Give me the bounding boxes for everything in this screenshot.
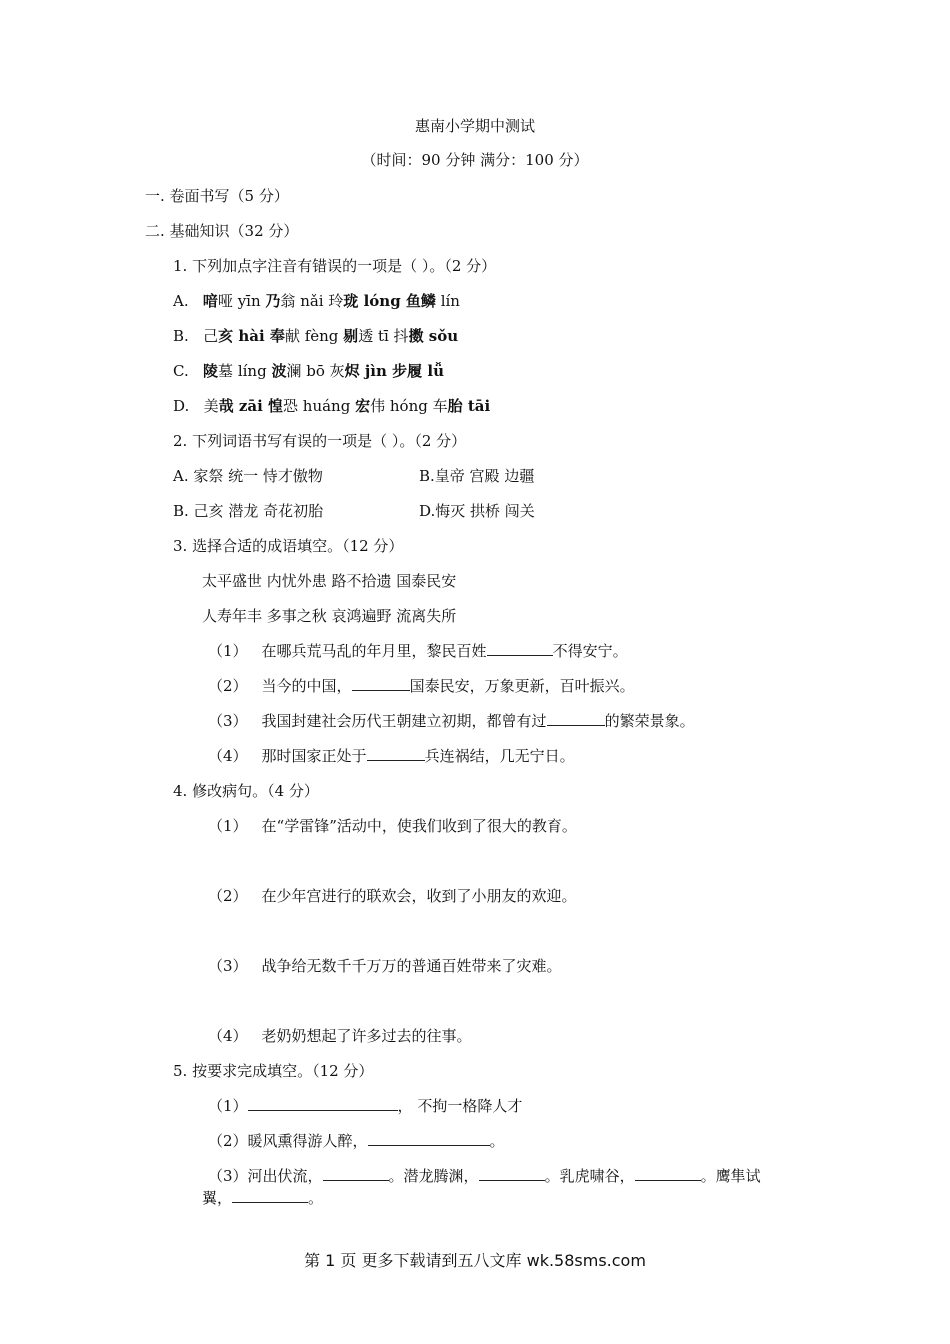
item-text: 那时国家正处于 — [261, 747, 367, 765]
item-number: （4） — [208, 747, 248, 765]
item-number: （1） — [208, 642, 248, 660]
item-text: 国泰民安，万象更新，百叶振兴。 — [409, 677, 635, 695]
item-number: （3） — [208, 712, 248, 730]
item-text: 。乳虎啸谷， — [544, 1167, 635, 1185]
item-text: 我国封建社会历代王朝建立初期，都曾有过 — [261, 712, 547, 730]
dotted-char: 波 — [271, 362, 287, 380]
option-letter: D. — [173, 397, 190, 415]
option-text: 翁 nǎi 玲 — [280, 292, 344, 310]
dotted-char: 烬 — [344, 362, 360, 380]
item-text: 的繁荣景象。 — [604, 712, 695, 730]
q1-option-b — [173, 326, 458, 346]
item-text: （3）河出伏流， — [208, 1167, 323, 1185]
option-letter: C. — [173, 362, 189, 380]
q2-stem: 2. 下列词语书写有误的一项是（ ）。（2 分） — [173, 432, 467, 450]
item-text: 在少年宫进行的联欢会，收到了小朋友的欢迎。 — [261, 887, 577, 905]
section-2-heading: 二. 基础知识（32 分） — [145, 222, 299, 240]
option-text: 献 fèng — [284, 327, 344, 345]
item-text: 。 — [308, 1189, 324, 1207]
q4-item-4 — [208, 1026, 472, 1046]
blank-field[interactable] — [368, 1131, 490, 1146]
page-subtitle: （时间：90 分钟 满分：100 分） — [361, 151, 589, 169]
blank-field[interactable] — [367, 746, 425, 761]
q1-option-c — [173, 361, 444, 381]
q4-item-3 — [208, 956, 562, 976]
option-text: 美 — [203, 397, 219, 415]
page-title: 惠南小学期中测试 — [414, 117, 535, 135]
item-text: 翼， — [202, 1189, 233, 1207]
blank-field[interactable] — [352, 676, 410, 691]
item-text: （2）暖风熏得游人醉， — [208, 1132, 368, 1150]
q5-item-3 — [208, 1166, 761, 1186]
option-text: zāi — [233, 397, 268, 415]
q3-item-2 — [208, 676, 635, 696]
q1-stem: 1. 下列加点字注音有错误的一项是（ ）。（2 分） — [173, 257, 497, 275]
option-text: lín — [435, 292, 460, 310]
q2-option-a: A. 家祭 统一 恃才傲物 — [173, 467, 323, 485]
q5-stem: 5. 按要求完成填空。（12 分） — [173, 1062, 374, 1080]
item-text: 。鹰隼试 — [700, 1167, 761, 1185]
option-text: lǚ — [422, 362, 444, 380]
q3-stem: 3. 选择合适的成语填空。（12 分） — [173, 537, 404, 555]
dotted-char: 陵 — [203, 362, 219, 380]
item-number: （1） — [208, 817, 248, 835]
option-letter: B. — [173, 327, 189, 345]
q5-item-1 — [208, 1096, 522, 1116]
item-number: （1） — [208, 1097, 248, 1115]
q4-item-2 — [208, 886, 577, 906]
option-text: tāi — [462, 397, 491, 415]
item-number: （2） — [208, 677, 248, 695]
dotted-char: 履 — [407, 362, 423, 380]
q3-idiom-list-1: 太平盛世 内忧外患 路不拾遗 国泰民安 — [202, 572, 457, 590]
option-text: sǒu — [423, 327, 459, 345]
item-text: 在“学雷锋”活动中，使我们收到了很大的教育。 — [261, 817, 577, 835]
dotted-char: 乃 — [265, 292, 281, 310]
dotted-char: 亥 — [218, 327, 234, 345]
q2-option-d: D.悔灭 拱桥 闯关 — [419, 502, 535, 520]
option-text: 澜 bō 灰 — [286, 362, 345, 380]
q1-option-a — [173, 291, 460, 311]
item-number: （4） — [208, 1027, 248, 1045]
item-text: 不得安宁。 — [552, 642, 628, 660]
blank-field[interactable] — [487, 641, 553, 656]
item-text: 。潜龙腾渊， — [388, 1167, 479, 1185]
dotted-char: 喑 — [202, 292, 218, 310]
blank-field[interactable] — [323, 1166, 389, 1181]
item-text: 兵连祸结，几无宁日。 — [424, 747, 575, 765]
q5-item-2 — [208, 1131, 505, 1151]
dotted-char: 惶 — [268, 397, 284, 415]
q1-option-d — [173, 396, 490, 416]
dotted-char: 胎 — [447, 397, 463, 415]
blank-field[interactable] — [479, 1166, 545, 1181]
option-text: 己 — [203, 327, 219, 345]
q5-item-3-continued — [202, 1188, 323, 1208]
item-text: ， 不拘一格降人才 — [397, 1097, 523, 1115]
option-text: 哑 yīn — [217, 292, 266, 310]
option-text: lóng 鱼 — [358, 292, 421, 310]
option-text: 透 tī 抖 — [358, 327, 409, 345]
option-letter: A. — [173, 292, 189, 310]
blank-field[interactable] — [232, 1188, 308, 1203]
option-text: 伟 hóng 车 — [370, 397, 448, 415]
q3-idiom-list-2: 人寿年丰 多事之秋 哀鸿遍野 流离失所 — [202, 607, 457, 625]
option-text: 墓 líng — [218, 362, 272, 380]
section-1-heading: 一. 卷面书写（5 分） — [145, 187, 289, 205]
item-text: 当今的中国， — [261, 677, 352, 695]
option-text: 恐 huáng — [283, 397, 356, 415]
option-text: hài — [233, 327, 270, 345]
dotted-char: 宏 — [355, 397, 371, 415]
page-footer: 第 1 页 更多下载请到五八文库 wk.58sms.com — [304, 1251, 646, 1270]
q3-item-3 — [208, 711, 695, 731]
blank-field[interactable] — [635, 1166, 701, 1181]
dotted-char: 哉 — [218, 397, 234, 415]
item-number: （2） — [208, 887, 248, 905]
q3-item-1 — [208, 641, 628, 661]
dotted-char: 鳞 — [420, 292, 436, 310]
item-number: （3） — [208, 957, 248, 975]
q3-item-4 — [208, 746, 575, 766]
q2-option-c: B. 己亥 潜龙 奇花初胎 — [173, 502, 324, 520]
item-text: 老奶奶想起了许多过去的往事。 — [261, 1027, 472, 1045]
dotted-char: 奉 — [269, 327, 285, 345]
q4-item-1 — [208, 816, 577, 836]
blank-field[interactable] — [547, 711, 605, 726]
item-text: 战争给无数千千万万的普通百姓带来了灾难。 — [261, 957, 562, 975]
dotted-char: 擞 — [408, 327, 424, 345]
item-text: 。 — [489, 1132, 505, 1150]
option-text: jìn 步 — [359, 362, 408, 380]
q4-stem: 4. 修改病句。（4 分） — [173, 782, 319, 800]
blank-field[interactable] — [248, 1096, 398, 1111]
item-text: 在哪兵荒马乱的年月里，黎民百姓 — [261, 642, 487, 660]
dotted-char: 剔 — [343, 327, 359, 345]
dotted-char: 珑 — [343, 292, 359, 310]
q2-option-b: B.皇帝 宫殿 边疆 — [419, 467, 535, 485]
